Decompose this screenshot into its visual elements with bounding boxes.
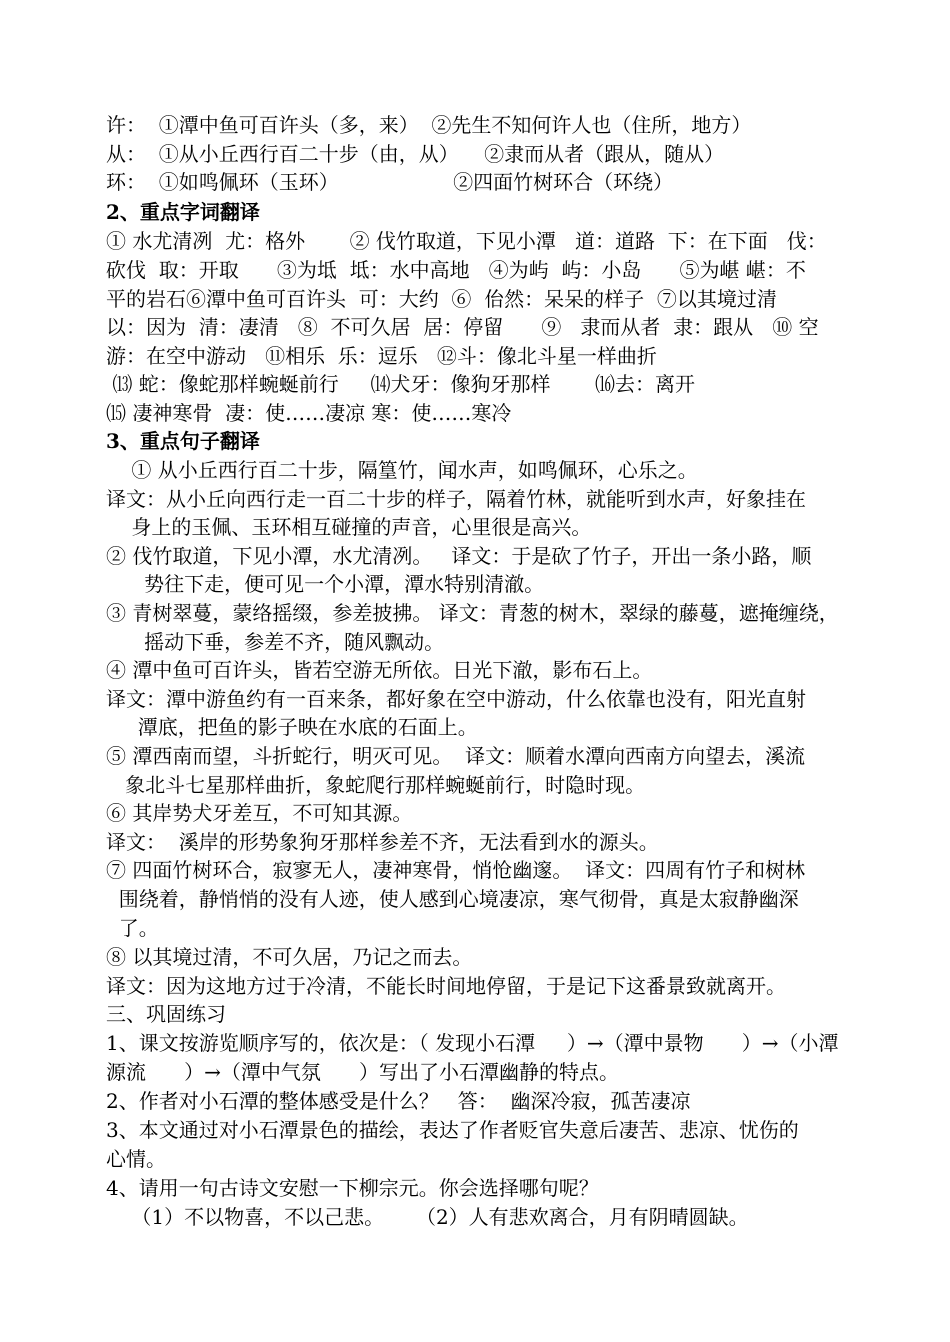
exercise-line: （1）不以物喜，不以己悲。 （2）人有悲欢离合，月有阴晴圆缺。 (106, 1205, 749, 1229)
word-translation-line: 砍伐 取：开取 ③为坻 坻：水中高地 ④为屿 屿：小岛 ⑤为嵁 嵁：不 (106, 258, 806, 282)
sentence-translation-line: 潭底，把鱼的影子映在水底的石面上。 (106, 715, 478, 739)
sentence-translation-line: ⑥ 其岸势犬牙差互，不可知其源。 (106, 801, 413, 825)
sentence-translation-line: 了。 (106, 916, 159, 940)
exercise-line: 4、请用一句古诗文安慰一下柳宗元。你会选择哪句呢？ (106, 1176, 599, 1200)
sentence-translation-line: ⑤ 潭西南而望，斗折蛇行，明灭可见。 译文：顺着水潭向西南方向望去，溪流 (106, 744, 806, 768)
sentence-translation-line: 译文：因为这地方过于冷清，不能长时间地停留，于是记下这番景致就离开。 (106, 974, 786, 998)
exercise-line: 3、本文通过对小石潭景色的描绘，表达了作者贬官失意后凄苦、悲凉、忧伤的 (106, 1118, 799, 1142)
sentence-translation-line: 象北斗七星那样曲折，象蛇爬行那样蜿蜒前行，时隐时现。 (106, 773, 646, 797)
word-translation-line: 游：在空中游动 ⑪相乐 乐：逗乐 ⑫斗：像北斗星一样曲折 (106, 344, 657, 368)
sentence-translation-line: 势往下走，便可见一个小潭，潭水特别清澈。 (106, 572, 545, 596)
sentence-translation-line: ⑦ 四面竹树环合，寂寥无人，凄神寒骨，悄怆幽邃。 译文：四周有竹子和树林 (106, 858, 806, 882)
exercise-line: 2、作者对小石潭的整体感受是什么？ 答： 幽深冷寂，孤苦凄凉 (106, 1089, 691, 1113)
sentence-translation-line: 译文：从小丘向西行走一百二十步的样子，隔着竹林，就能听到水声，好象挂在 (106, 487, 806, 511)
word-translation-line: ⒀ 蛇：像蛇那样蜿蜒前行 ⒁犬牙：像狗牙那样 ⒃去：离开 (106, 372, 696, 396)
section-heading-sentence-translation: 3、重点句子翻译 (106, 429, 260, 453)
word-translation-line: 平的岩石⑥潭中鱼可百许头 可：大约 ⑥ 佁然：呆呆的样子 ⑦以其境过清 (106, 287, 777, 311)
sentence-translation-line: 译文：潭中游鱼约有一百来条，都好象在空中游动，什么依靠也没有，阳光直射 (106, 687, 806, 711)
sentence-translation-line: 身上的玉佩、玉环相互碰撞的声音，心里很是高兴。 (106, 515, 592, 539)
polysemy-xu-line: 许： ①潭中鱼可百许头（多，来） ②先生不知何许人也（住所，地方） (106, 113, 752, 137)
polysemy-cong-line: 从： ①从小丘西行百二十步（由，从） ②隶而从者（跟从，随从） (106, 142, 725, 166)
exercise-line: 心情。 (106, 1147, 166, 1171)
sentence-translation-line: 围绕着，静悄悄的没有人迹，使人感到心境凄凉，寒气彻骨，真是太寂静幽深 (106, 887, 799, 911)
word-translation-line: 以：因为 清：凄清 ⑧ 不可久居 居：停留 ⑨ 隶而从者 隶：跟从 ⑩ 空 (106, 315, 819, 339)
exercise-line: 1、课文按游览顺序写的，依次是：（ 发现小石潭 ）→（潭中景物 ）→（小潭 (106, 1031, 839, 1055)
sentence-translation-line: ① 从小丘西行百二十步，隔篁竹，闻水声，如鸣佩环，心乐之。 (106, 458, 698, 482)
polysemy-huan-line: 环： ①如鸣佩环（玉环） ②四面竹树环合（环绕） (106, 170, 674, 194)
sentence-translation-line: ④ 潭中鱼可百许头，皆若空游无所依。日光下澈，影布石上。 (106, 658, 653, 682)
word-translation-line: ① 水尤清冽 尤：格外 ② 伐竹取道，下见小潭 道：道路 下：在下面 伐： (106, 229, 827, 253)
sentence-translation-line: ② 伐竹取道，下见小潭，水尤清冽。 译文：于是砍了竹子，开出一条小路，顺 (106, 544, 812, 568)
sentence-translation-line: 译文： 溪岸的形势象狗牙那样参差不齐，无法看到水的源头。 (106, 830, 659, 854)
sentence-translation-line: 摇动下垂，参差不齐，随风飘动。 (106, 630, 445, 654)
section-heading-exercises: 三、巩固练习 (106, 1002, 226, 1026)
word-translation-line: ⒂ 凄神寒骨 凄：使……凄凉 寒：使……寒冷 (106, 401, 512, 425)
sentence-translation-line: ③ 青树翠蔓，蒙络摇缀，参差披拂。 译文：青葱的树木，翠绿的藤蔓，遮掩缠绕， (106, 601, 839, 625)
sentence-translation-line: ⑧ 以其境过清，不可久居，乃记之而去。 (106, 945, 473, 969)
exercise-line: 源流 ）→（潭中气氛 ）写出了小石潭幽静的特点。 (106, 1060, 620, 1084)
section-heading-word-translation: 2、重点字词翻译 (106, 200, 260, 224)
